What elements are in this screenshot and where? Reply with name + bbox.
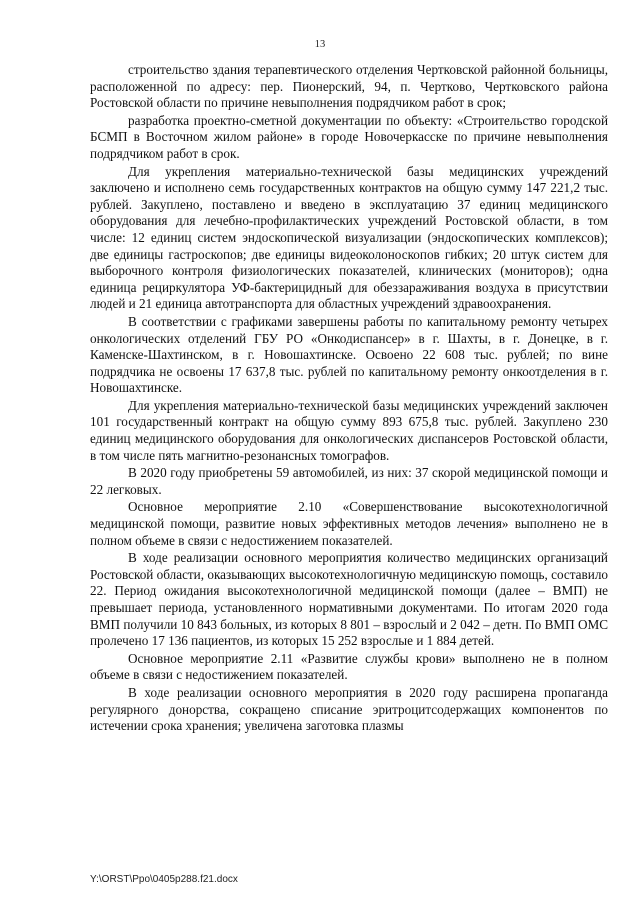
paragraph: В ходе реализации основного мероприятия в 2020 году расширена пропаганда регулярного донорства, сокращено списание эритроцитсодержащих компонентов по истечении срока хранения; увеличена заготовка плазмы	[90, 684, 608, 734]
file-path-footer: Y:\ORST\Ppo\0405p288.f21.docx	[90, 874, 238, 885]
paragraph: В соответствии с графиками завершены работы по капитальному ремонту четырех онкологических отделений ГБУ РО «Онкодиспансер» в г. Шахты, в г. Донецке, в г. Каменске-Шахтинском, в г. Новошахтинске. Освоено 22 608 тыс. рублей; по вине подрядчика не освоены 17 637,8 тыс. рублей по капитальному ремонту онкоотделения в г. Новошахтинске.	[90, 313, 608, 396]
page-number: 13	[314, 39, 326, 50]
document-body	[90, 62, 608, 735]
paragraph: Для укрепления материально-технической базы медицинских учреждений заключено и исполнено семь государственных контрактов на общую сумму 147 221,2 тыс. рублей. Закуплено, поставлено и введено в эксплуатацию 37 единиц медицинского оборудования для лечебно-профилактических учреждений Ростовской области, в том числе: 12 единиц систем эндоскопической визуализации (эндоскопических комплексов); две единицы гастроскопов; две единицы видеоколоноскопов гибких; 20 штук систем для выборочного контроля физиологических показателей, клинических (мониторов); одна единица рециркулятора УФ-бактерицидный для обеззараживания воздуха в присутствии людей и 21 единица автотранспорта для областных учреждений здравоохранения.	[90, 163, 608, 312]
paragraph: Основное мероприятие 2.10 «Совершенствование высокотехнологичной медицинской помощи, развитие новых эффективных методов лечения» выполнено не в полном объеме в связи с недостижением показателей.	[90, 499, 608, 548]
paragraph: Основное мероприятие 2.11 «Развитие службы крови» выполнено не в полном объеме в связи с недостижением показателей.	[90, 650, 608, 683]
paragraph: В ходе реализации основного мероприятия количество медицинских организаций Ростовской области, оказывающих высокотехнологичную медицинскую помощь, составило 22. Период ожидания высокотехнологичной медицинской помощи (далее – ВМП) не превышает периода, установленного нормативными документами. По итогам 2020 года ВМП получили 10 843 больных, из которых 8 801 – взрослый и 2 042 – детн. По ВМП ОМС пролечено 17 136 пациентов, из которых 15 252 взрослые и 1 884 детей.	[90, 550, 608, 649]
paragraph: разработка проектно-сметной документации по объекту: «Строительство городской БСМП в Восточном жилом районе» в городе Новочеркасске по причине невыполнения подрядчиком работ в срок.	[90, 112, 608, 161]
paragraph: В 2020 году приобретены 59 автомобилей, из них: 37 скорой медицинской помощи и 22 легковых.	[90, 465, 608, 497]
paragraph: строительство здания терапевтического отделения Чертковской районной больницы, расположенной по адресу: пер. Пионерский, 94, п. Чертково, Чертковского района Ростовской области по причине невыполнения подрядчиком работ в срок;	[90, 62, 608, 111]
paragraph: Для укрепления материально-технической базы медицинских учреждений заключен 101 государственный контракт на общую сумму 893 675,8 тыс. рублей. Закуплено 230 единиц медицинского оборудования для онкологических диспансеров Ростовской области, в том числе пять магнитно-резонансных томографов.	[90, 397, 608, 463]
